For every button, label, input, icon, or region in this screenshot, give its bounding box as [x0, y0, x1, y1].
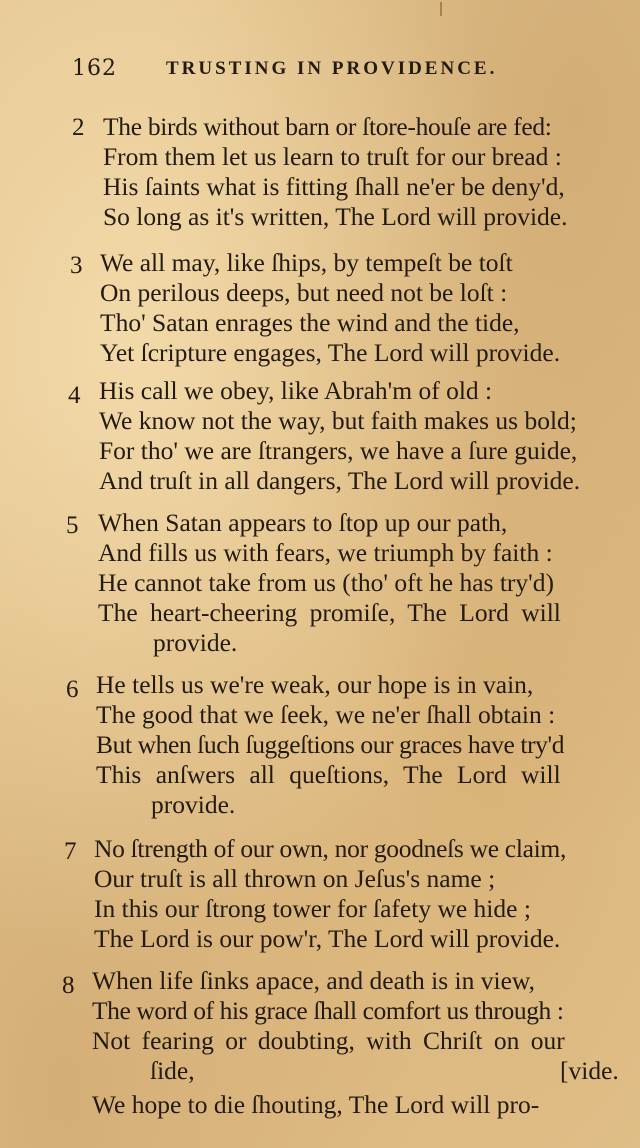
page-number: 162	[72, 56, 117, 81]
verse-line: Not fearing or doubting, with Chriſt on our	[92, 1026, 565, 1055]
verse-line: We know not the way, but faith makes us bold;	[99, 406, 577, 435]
verse-line: For tho' we are ſtrangers, we have a ſure guide,	[99, 436, 578, 465]
verse-line: The heart-cheering promiſe, The Lord will	[98, 598, 561, 627]
verse-line: We hope to die ſhouting, The Lord will pro-	[92, 1090, 540, 1119]
stanza-number: 8	[62, 972, 75, 999]
stanza-number: 3	[70, 252, 83, 279]
verse-line: On perilous deeps, but need not be loſt :	[100, 278, 508, 307]
verse-line: Tho' Satan enrages the wind and the tide,	[100, 308, 520, 337]
verse-line: His call we obey, like Abrah'm of old :	[99, 376, 493, 405]
stanza-number: 2	[72, 114, 85, 141]
running-title: TRUSTING IN PROVIDENCE.	[166, 58, 498, 79]
verse-line: The Lord is our pow'r, The Lord will provide.	[94, 924, 561, 953]
verse-line: When life ſinks apace, and death is in view,	[92, 966, 536, 995]
stanza-number: 5	[66, 512, 79, 539]
verse-line: Our truſt is all thrown on Jeſus's name ;	[94, 864, 496, 893]
verse-line: In this our ſtrong tower for ſafety we hide ;	[94, 894, 531, 923]
verse-line-continuation: provide.	[153, 628, 238, 657]
verse-line: And truſt in all dangers, The Lord will provide.	[99, 466, 581, 495]
verse-line: This anſwers all queſtions, The Lord will	[96, 760, 561, 789]
verse-line: He tells us we're weak, our hope is in vain,	[96, 670, 534, 699]
verse-line: No ſtrength of our own, nor goodneſs we claim,	[94, 834, 567, 863]
verse-line-continuation: ſide,	[150, 1056, 195, 1085]
verse-line: The birds without barn or ſtore-houſe are fed:	[103, 112, 552, 141]
running-header	[72, 56, 572, 88]
verse-line: The good that we ſeek, we ne'er ſhall obtain :	[96, 700, 556, 729]
verse-line: Yet ſcripture engages, The Lord will provide.	[100, 338, 561, 367]
stanza-number: 4	[68, 382, 81, 409]
verse-line: So long as it's written, The Lord will provide.	[103, 202, 568, 231]
verse-line-continuation: provide.	[151, 790, 236, 819]
verse-line-turnover: [vide.	[560, 1056, 619, 1085]
verse-line: The word of his grace ſhall comfort us through :	[92, 996, 564, 1025]
verse-line: His ſaints what is fitting ſhall ne'er be deny'd,	[103, 172, 565, 201]
stanza-number: 6	[66, 676, 79, 703]
stanza-number: 7	[64, 838, 77, 865]
print-mark	[440, 2, 442, 16]
verse-line: We all may, like ſhips, by tempeſt be toſt	[100, 248, 513, 277]
verse-line: When Satan appears to ſtop up our path,	[98, 508, 508, 537]
verse-line: But when ſuch ſuggeſtions our graces have try'd	[96, 730, 565, 759]
verse-line: He cannot take from us (tho' oft he has try'd)	[98, 568, 555, 597]
verse-line: From them let us learn to truſt for our bread :	[103, 142, 562, 171]
verse-line: And fills us with fears, we triumph by faith :	[98, 538, 553, 567]
